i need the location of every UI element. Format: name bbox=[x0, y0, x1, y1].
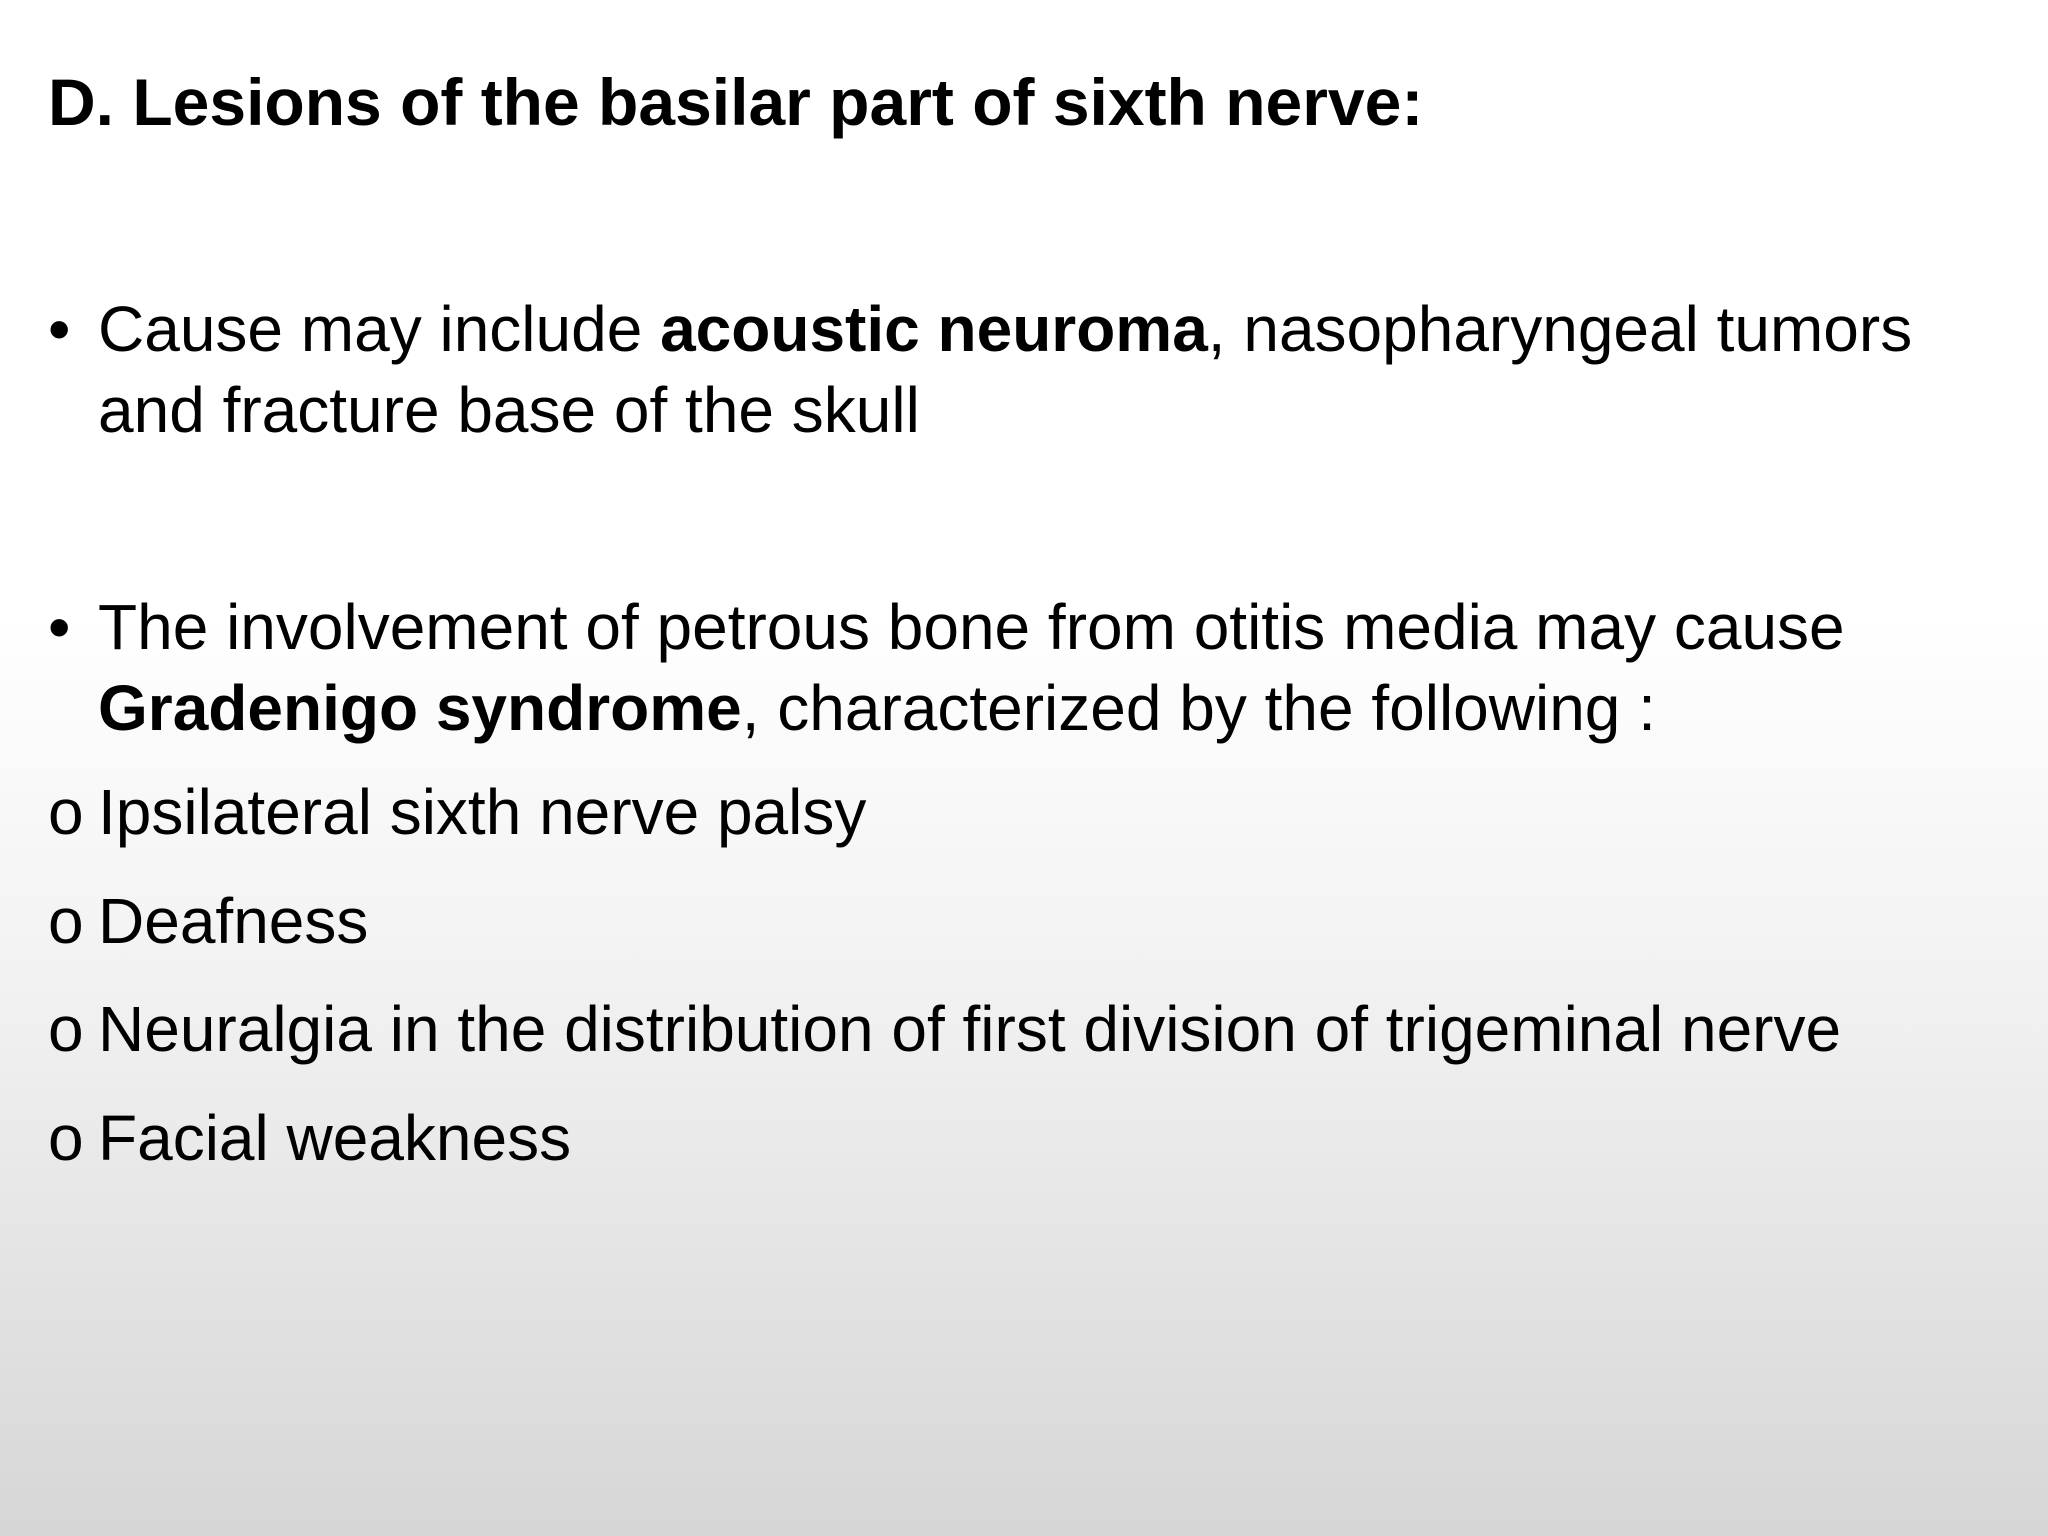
bullet-causes bbox=[48, 289, 2008, 451]
bullet-text bbox=[98, 587, 2008, 749]
sub-item-marker: o bbox=[48, 885, 84, 957]
bullet-text-end: , characterized by the following : bbox=[741, 672, 1656, 744]
sub-item-text: Facial weakness bbox=[98, 1102, 572, 1174]
sub-item-text: Neuralgia in the distribution of first division of trigeminal nerve bbox=[98, 993, 1842, 1065]
sub-item-text: Deafness bbox=[98, 885, 369, 957]
sub-item-facial-weakness bbox=[48, 1098, 2008, 1179]
sub-item-marker: o bbox=[48, 1102, 84, 1174]
bullet-bold-term: acoustic neuroma bbox=[660, 293, 1208, 365]
sub-item-text: Ipsilateral sixth nerve palsy bbox=[98, 776, 867, 848]
sub-item-marker: o bbox=[48, 776, 84, 848]
sub-item-marker: o bbox=[48, 993, 84, 1065]
bullet-marker: • bbox=[48, 293, 71, 365]
slide-title: D. Lesions of the basilar part of sixth nerve: bbox=[48, 65, 1424, 139]
bullet-text-start: Cause may include bbox=[98, 293, 661, 365]
bullet-marker: • bbox=[48, 591, 71, 663]
sub-item-trigeminal-neuralgia bbox=[48, 989, 2008, 1070]
bullet-bold-term: Gradenigo syndrome bbox=[98, 672, 742, 744]
bullet-text bbox=[98, 289, 2008, 451]
sub-item-sixth-nerve-palsy bbox=[48, 772, 2008, 853]
bullet-gradenigo bbox=[48, 587, 2008, 749]
sub-item-deafness bbox=[48, 881, 2008, 962]
bullet-text-start: The involvement of petrous bone from otitis media may cause bbox=[98, 591, 1845, 663]
bullet-text-end: , nasopharyngeal tumors and fracture base of the skull bbox=[98, 293, 1913, 446]
